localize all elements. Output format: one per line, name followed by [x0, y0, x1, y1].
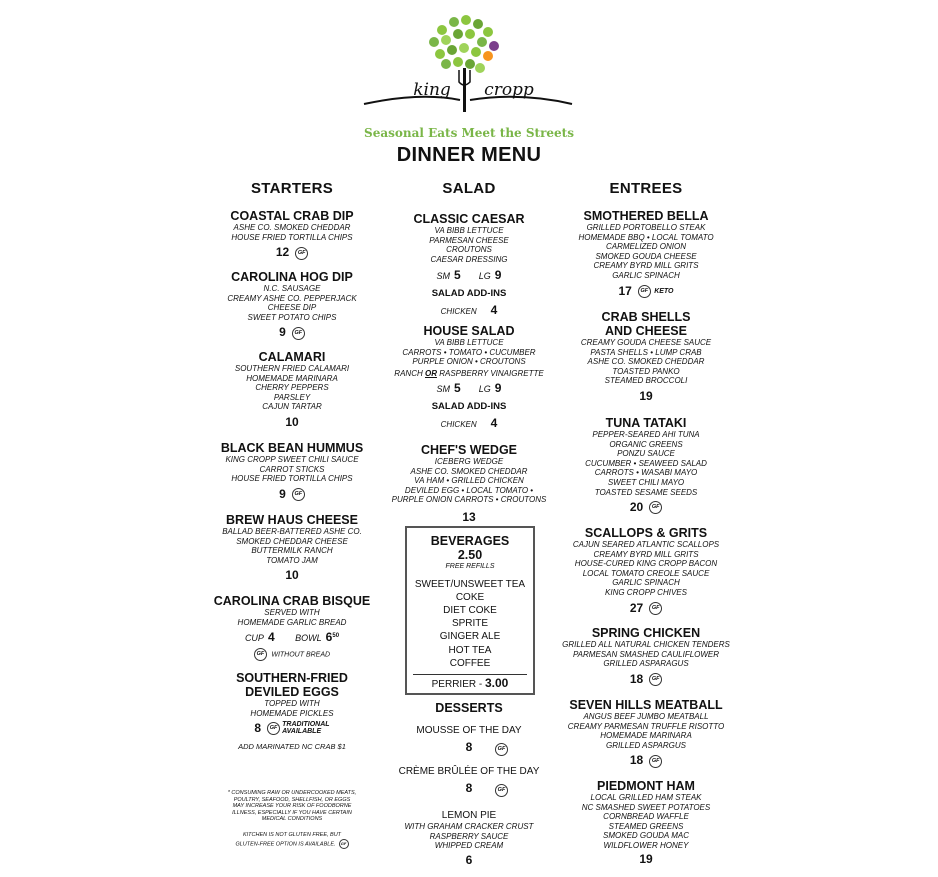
- item-desc: ASHE CO. SMOKED CHEDDAR: [410, 466, 528, 476]
- item-desc: CUCUMBER • SEAWEED SALAD: [585, 458, 707, 468]
- sm-price: 5: [454, 381, 461, 396]
- item-desc: ASHE CO. SMOKED CHEDDAR: [233, 223, 351, 232]
- gluten-free-icon: GF: [649, 602, 662, 615]
- lg-price: 9: [494, 381, 502, 396]
- sm-label: SM: [436, 271, 451, 282]
- item-desc: CARROTS • WASABI MAYO: [594, 468, 698, 478]
- addin-item: CHICKEN: [440, 420, 477, 430]
- item-desc: VA BIBB LETTUCE: [434, 226, 504, 235]
- item-desc: PONZU SAUCE: [617, 449, 675, 459]
- perrier-price: 3.00: [484, 676, 509, 691]
- lg-label: LG: [478, 271, 491, 282]
- beverage-item: SWEET/UNSWEET TEA: [414, 578, 526, 590]
- item-desc: PURPLE ONION • CROUTONS: [412, 357, 526, 367]
- item-price: 18: [629, 671, 644, 686]
- item-desc: DEVILED EGG • LOCAL TOMATO •: [404, 485, 534, 495]
- dessert-mousse: [379, 724, 559, 755]
- beverage-item: HOT TEA: [448, 644, 492, 656]
- beverages-box: [405, 526, 535, 695]
- item-desc: SMOKED GOUDA MAC: [603, 831, 689, 841]
- disclaimer-line: * CONSUMING RAW OR UNDERCOOKED MEATS,: [227, 790, 357, 796]
- item-name: AND CHEESE: [605, 324, 687, 338]
- item-desc: N.C. SAUSAGE: [263, 284, 321, 293]
- item-name: SCALLOPS & GRITS: [584, 526, 708, 540]
- item-desc: PARSLEY: [273, 392, 311, 402]
- menu-item-coastal-crab-dip: [202, 209, 382, 260]
- menu-item-calamari: [202, 350, 382, 430]
- beverage-item: COFFEE: [449, 657, 491, 669]
- item-name: DEVILED EGGS: [245, 685, 339, 699]
- menu-item-black-bean-hummus: [202, 441, 382, 502]
- item-price: 20: [629, 500, 644, 515]
- item-desc: PASTA SHELLS • LUMP CRAB: [590, 347, 702, 357]
- lg-price: 9: [494, 268, 502, 283]
- menu-item-smothered-bella: [551, 209, 741, 299]
- salad-heading: SALAD: [442, 180, 496, 197]
- beverage-item: SPRITE: [451, 618, 489, 630]
- disclaimer-line: POULTRY, SEAFOOD, SHELLFISH, OR EGGS: [233, 796, 351, 803]
- disclaimer-line: MEDICAL CONDITIONS: [261, 816, 323, 823]
- item-desc: CAJUN TARTAR: [262, 402, 322, 412]
- perrier-label: PERRIER -: [431, 679, 485, 691]
- item-price: 17: [618, 283, 632, 298]
- item-desc: RASPBERRY SAUCE: [429, 831, 509, 841]
- item-desc: CREAMY ASHE CO. PEPPERJACK: [227, 293, 357, 303]
- item-desc: CREAMY BYRD MILL GRITS: [593, 261, 699, 271]
- item-desc: SOUTHERN FRIED CALAMARI: [234, 364, 350, 373]
- dressing-or: OR: [424, 368, 437, 378]
- item-desc: TOASTED PANKO: [612, 366, 680, 376]
- item-desc: STEAMED GREENS: [608, 821, 684, 831]
- sm-label: SM: [436, 384, 451, 395]
- item-price: 9: [279, 325, 286, 340]
- item-desc: HOMEMADE MARINARA: [600, 731, 692, 741]
- item-desc: SWEET POTATO CHIPS: [247, 312, 337, 322]
- item-desc: HOMEMADE BBQ • LOCAL TOMATO: [578, 232, 714, 242]
- desserts-heading: DESSERTS: [435, 701, 503, 715]
- item-desc: HOUSE FRIED TORTILLA CHIPS: [231, 474, 353, 484]
- menu-item-house-salad: [369, 324, 569, 430]
- dessert-lemon-pie: [379, 809, 559, 868]
- item-desc: CARROT STICKS: [259, 464, 325, 474]
- item-desc: KING CROPP CHIVES: [605, 587, 687, 597]
- item-name: LEMON PIE: [441, 810, 497, 821]
- item-desc: CAJUN SEARED ATLANTIC SCALLOPS: [572, 540, 720, 549]
- item-name: BREW HAUS CHEESE: [226, 513, 358, 527]
- item-desc: VA BIBB LETTUCE: [434, 338, 504, 347]
- beverages-divider: [413, 674, 527, 675]
- item-price: 12: [275, 245, 290, 260]
- item-price: 19: [639, 388, 653, 403]
- item-desc: CARROTS • TOMATO • CUCUMBER: [402, 347, 536, 357]
- salad-addins-title: SALAD ADD-INS: [431, 288, 507, 300]
- item-name: PIEDMONT HAM: [597, 779, 695, 793]
- gluten-note: [212, 832, 372, 849]
- tree-fork-icon: [360, 12, 575, 122]
- menu-item-seven-hills-meatball: [541, 698, 751, 768]
- item-desc: CAESAR DRESSING: [430, 254, 508, 264]
- addin-item: CHICKEN: [440, 307, 477, 317]
- item-name: SMOTHERED BELLA: [583, 209, 709, 223]
- dressing-option: RANCH: [394, 368, 423, 378]
- gluten-free-icon: GF: [295, 247, 308, 260]
- menu-item-tuna-tataki: [551, 416, 741, 515]
- menu-item-spring-chicken: [541, 626, 751, 687]
- item-name: SOUTHERN-FRIED: [236, 671, 348, 685]
- item-desc: TOPPED WITH: [264, 699, 320, 708]
- item-name: HOUSE SALAD: [423, 324, 515, 338]
- dessert-creme-brulee: [379, 765, 559, 796]
- item-price: 13: [462, 509, 476, 524]
- item-desc: GRILLED ASPARAGUS: [603, 659, 689, 669]
- item-name: TUNA TATAKI: [605, 416, 687, 430]
- item-name: COASTAL CRAB DIP: [230, 209, 354, 223]
- item-desc: ASHE CO. SMOKED CHEDDAR: [587, 357, 705, 367]
- gluten-note-line: GLUTEN-FREE OPTION IS AVAILABLE.: [235, 841, 336, 848]
- item-price: 8: [254, 721, 262, 736]
- item-desc: CREAMY BYRD MILL GRITS: [593, 549, 699, 559]
- brand-name-right: cropp: [484, 80, 534, 100]
- bowl-label: BOWL: [295, 633, 322, 644]
- item-desc: VA HAM • GRILLED CHICKEN: [414, 476, 524, 486]
- disclaimer-line: ILLNESS, ESPECIALLY IF YOU HAVE CERTAIN: [232, 809, 352, 816]
- gluten-free-icon: GF: [292, 327, 305, 340]
- item-name: CLASSIC CAESAR: [413, 212, 525, 226]
- item-desc: PARMESAN SMASHED CAULIFLOWER: [572, 649, 720, 659]
- king-cropp-logo: [360, 12, 575, 122]
- item-name: SEVEN HILLS MEATBALL: [569, 698, 723, 712]
- item-price: 8: [465, 781, 473, 795]
- menu-item-deviled-eggs: [202, 671, 382, 752]
- item-desc: SMOKED GOUDA CHEESE: [595, 251, 697, 261]
- item-price: 9: [279, 486, 286, 501]
- menu-title: DINNER MENU: [396, 144, 542, 166]
- item-desc: CORNBREAD WAFFLE: [603, 812, 689, 822]
- item-desc: WILDFLOWER HONEY: [603, 840, 689, 850]
- beverage-item: GINGER ALE: [439, 631, 501, 643]
- menu-item-chefs-wedge: [369, 443, 569, 525]
- addin-price: 4: [490, 303, 498, 318]
- cup-label: CUP: [244, 633, 264, 644]
- item-desc: CARMELIZED ONION: [605, 242, 686, 252]
- salad-addins-title: SALAD ADD-INS: [431, 401, 507, 413]
- tagline: Seasonal Eats Meet the Streets: [364, 126, 574, 140]
- item-desc: BUTTERMILK RANCH: [251, 546, 333, 556]
- item-desc: CREAMY PARMESAN TRUFFLE RISOTTO: [567, 721, 725, 731]
- item-desc: GARLIC SPINACH: [612, 578, 680, 588]
- menu-item-brew-haus-cheese: [202, 513, 382, 583]
- item-desc: HOMEMADE PICKLES: [250, 708, 334, 718]
- item-desc: HOMEMADE GARLIC BREAD: [237, 617, 347, 627]
- item-desc: GARLIC SPINACH: [612, 270, 680, 280]
- beverages-price: 2.50: [457, 548, 483, 562]
- item-desc: PEPPER-SEARED AHI TUNA: [592, 430, 700, 439]
- sm-price: 5: [454, 268, 461, 283]
- item-desc: WHIPPED CREAM: [434, 841, 504, 851]
- item-desc: GRILLED ASPARGUS: [605, 740, 687, 750]
- entrees-heading: ENTREES: [609, 180, 683, 197]
- item-price: 18: [629, 753, 644, 768]
- item-name: MOUSSE OF THE DAY: [416, 725, 522, 736]
- item-name: CRAB SHELLS: [601, 310, 691, 324]
- cup-price: 4: [267, 630, 275, 645]
- item-name: CRÈME BRÛLÉE OF THE DAY: [398, 766, 540, 777]
- lg-label: LG: [478, 384, 491, 395]
- disclaimer-line: MAY INCREASE YOUR RISK OF FOODBORNE: [232, 803, 352, 810]
- gf-note: TRADITIONAL: [282, 721, 330, 729]
- keto-tag: KETO: [654, 287, 674, 295]
- item-desc: KING CROPP SWEET CHILI SAUCE: [225, 455, 359, 464]
- item-name: CAROLINA HOG DIP: [231, 270, 353, 284]
- item-desc: WITH GRAHAM CRACKER CRUST: [404, 822, 534, 831]
- item-price: 19: [639, 851, 653, 866]
- gluten-free-icon: GF: [649, 673, 662, 686]
- item-price: 10: [285, 568, 299, 583]
- gluten-free-icon: GF: [649, 755, 662, 768]
- addon-note: ADD MARINATED NC CRAB $1: [238, 742, 346, 752]
- brand-name-left: king: [413, 80, 451, 100]
- item-desc: STEAMED BROCCOLI: [604, 376, 688, 386]
- item-desc: CREAMY GOUDA CHEESE SAUCE: [580, 338, 712, 347]
- gluten-free-icon: GF: [649, 501, 662, 514]
- beverage-item: COKE: [455, 591, 485, 603]
- item-desc: HOUSE FRIED TORTILLA CHIPS: [231, 232, 353, 242]
- item-desc: CROUTONS: [446, 245, 492, 255]
- gluten-free-icon: GF: [292, 488, 305, 501]
- item-desc: PURPLE ONION CARROTS • CROUTONS: [391, 495, 547, 505]
- item-desc: HOUSE-CURED KING CROPP BACON: [574, 559, 718, 569]
- item-desc: ORGANIC GREENS: [609, 439, 683, 449]
- addin-price: 4: [490, 416, 498, 431]
- dressing-option: RASPBERRY VINAIGRETTE: [439, 368, 544, 378]
- item-desc: HOMEMADE MARINARA: [246, 373, 338, 383]
- item-desc: ANGUS BEEF JUMBO MEATBALL: [583, 712, 709, 721]
- gf-note: AVAILABLE: [282, 728, 322, 736]
- gluten-note-line: KITCHEN IS NOT GLUTEN FREE, BUT: [242, 832, 342, 838]
- beverages-title: BEVERAGES: [430, 534, 510, 548]
- gluten-free-icon: GF: [339, 839, 349, 849]
- free-refills: FREE REFILLS: [445, 563, 495, 570]
- item-price: 6: [465, 852, 473, 867]
- item-desc: GRILLED PORTOBELLO STEAK: [586, 223, 706, 232]
- item-price: 27: [629, 600, 644, 615]
- item-desc: CHERRY PEPPERS: [255, 383, 329, 393]
- gluten-free-icon: GF: [254, 648, 267, 661]
- item-desc: ICEBERG WEDGE: [434, 457, 504, 466]
- raw-food-disclaimer: [212, 790, 372, 823]
- bowl-price: 6: [325, 630, 333, 645]
- item-desc: SERVED WITH: [264, 608, 320, 617]
- item-desc: SMOKED CHEDDAR CHEESE: [236, 536, 348, 546]
- menu-item-scallops-grits: [541, 526, 751, 616]
- item-desc: TOASTED SESAME SEEDS: [594, 487, 698, 497]
- item-desc: SWEET CHILI MAYO: [607, 477, 685, 487]
- menu-item-crab-shells: [551, 310, 741, 404]
- item-name: CHEF'S WEDGE: [420, 443, 518, 457]
- item-price: 10: [285, 414, 299, 429]
- item-name: CAROLINA CRAB BISQUE: [213, 594, 371, 608]
- gf-note: WITHOUT BREAD: [271, 651, 331, 659]
- item-price: 8: [465, 740, 473, 754]
- item-name: CALAMARI: [258, 350, 326, 364]
- item-desc: GRILLED ALL NATURAL CHICKEN TENDERS: [562, 640, 730, 649]
- menu-item-piedmont-ham: [541, 779, 751, 867]
- menu-item-classic-caesar: [379, 212, 559, 317]
- item-desc: PARMESAN CHEESE: [429, 235, 509, 245]
- item-name: SPRING CHICKEN: [591, 626, 701, 640]
- item-desc: BALLAD BEER-BATTERED ASHE CO.: [222, 527, 362, 536]
- menu-item-carolina-hog-dip: [202, 270, 382, 340]
- item-desc: TOMATO JAM: [266, 555, 318, 565]
- gluten-free-icon: GF: [267, 722, 280, 735]
- gluten-free-icon: GF: [495, 784, 508, 797]
- starters-heading: STARTERS: [250, 180, 334, 197]
- gluten-free-icon: GF: [495, 743, 508, 756]
- item-desc: LOCAL TOMATO CREOLE SAUCE: [582, 568, 710, 578]
- gluten-free-icon: GF: [638, 285, 651, 298]
- item-desc: LOCAL GRILLED HAM STEAK: [590, 793, 702, 802]
- menu-item-carolina-crab-bisque: [202, 594, 382, 664]
- item-desc: NC SMASHED SWEET POTATOES: [581, 802, 711, 812]
- item-desc: CHEESE DIP: [267, 303, 317, 313]
- beverage-item: DIET COKE: [443, 605, 497, 616]
- item-name: BLACK BEAN HUMMUS: [220, 441, 364, 455]
- bowl-cents: 50: [332, 633, 340, 640]
